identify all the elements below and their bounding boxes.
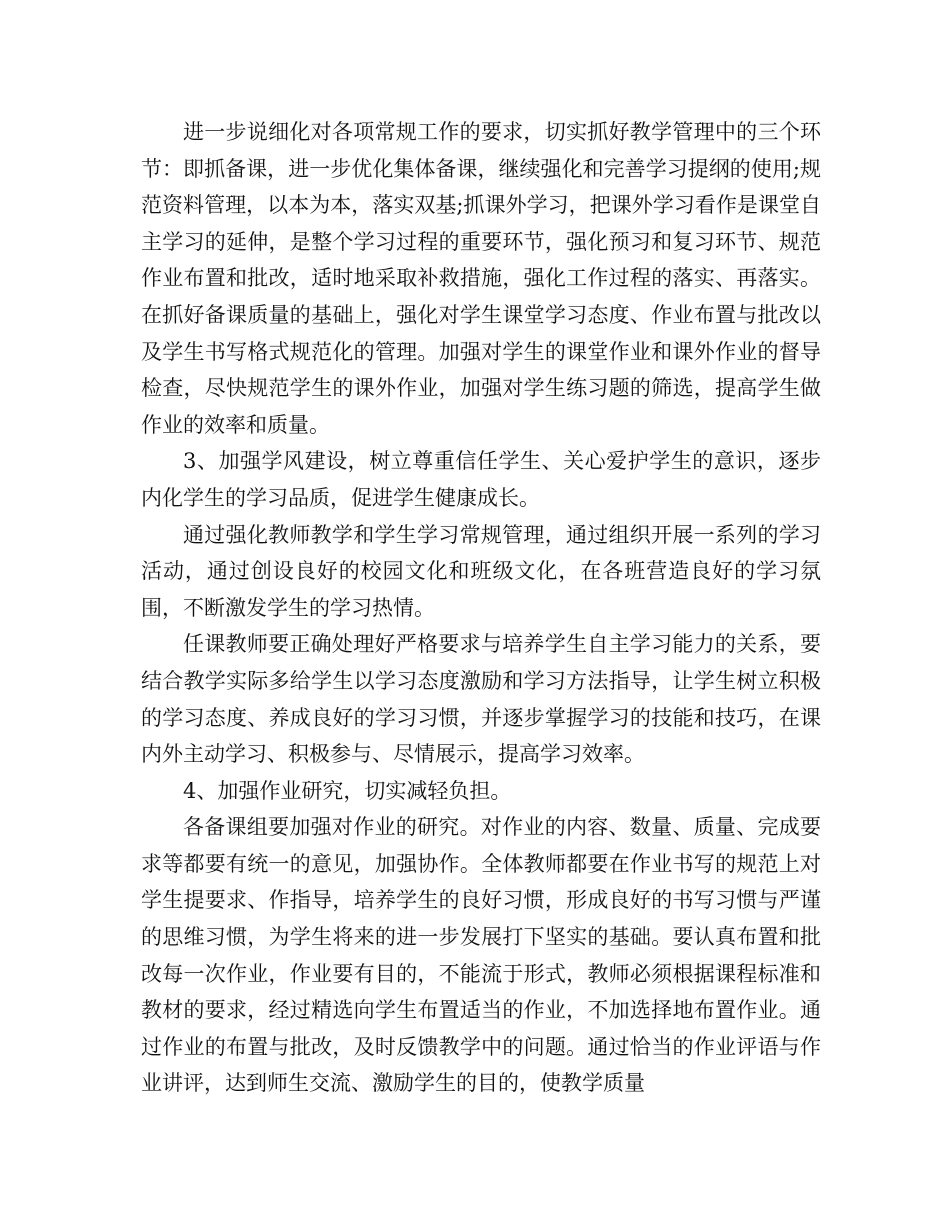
document-body	[141, 114, 821, 1102]
paragraph-study-style: 3、加强学风建设，树立尊重信任学生、关心爱护学生的意识，逐步内化学生的学习品质，促进学生健康成长。	[141, 449, 821, 510]
paragraph-teacher-guidance: 任课教师要正确处理好严格要求与培养学生自主学习能力的关系，要结合教学实际多给学生以学习态度激励和学习方法指导，让学生树立积极的学习态度、养成良好的学习习惯，并逐步掌握学习的技能和技巧，在课内外主动学习、积极参与、尽情展示，提高学习效率。	[141, 632, 821, 767]
paragraph-homework-research: 各备课组要加强对作业的研究。对作业的内容、数量、质量、完成要求等都要有统一的意见，加强协作。全体教师都要在作业书写的规范上对学生提要求、作指导，培养学生的良好习惯，形成良好的书写习惯与严谨的思维习惯，为学生将来的进一步发展打下坚实的基础。要认真布置和批改每一次作业，作业要有目的，不能流于形式，教师必须根据课程标准和教材的要求，经过精选向学生布置适当的作业，不加选择地布置作业。通过作业的布置与批改，及时反馈教学中的问题。通过恰当的作业评语与作业讲评，达到师生交流、激励学生的目的，使教学质量	[141, 815, 821, 1096]
paragraph-learning-atmosphere: 通过强化教师教学和学生学习常规管理，通过组织开展一系列的学习活动，通过创设良好的校园文化和班级文化，在各班营造良好的学习氛围，不断激发学生的学习热情。	[141, 522, 821, 620]
paragraph-homework-heading: 4、加强作业研究，切实减轻负担。	[183, 778, 512, 803]
paragraph-routine-requirements: 进一步说细化对各项常规工作的要求，切实抓好教学管理中的三个环节：即抓备课，进一步优化集体备课，继续强化和完善学习提纲的使用;规范资料管理，以本为本，落实双基;抓课外学习，把课外学习看作是课堂自主学习的延伸，是整个学习过程的重要环节，强化预习和复习环节、规范作业布置和批改，适时地采取补救措施，强化工作过程的落实、再落实。在抓好备课质量的基础上，强化对学生课堂学习态度、作业布置与批改以及学生书写格式规范化的管理。加强对学生的课堂作业和课外作业的督导检查，尽快规范学生的课外作业，加强对学生练习题的筛选，提高学生做作业的效率和质量。	[141, 120, 821, 437]
